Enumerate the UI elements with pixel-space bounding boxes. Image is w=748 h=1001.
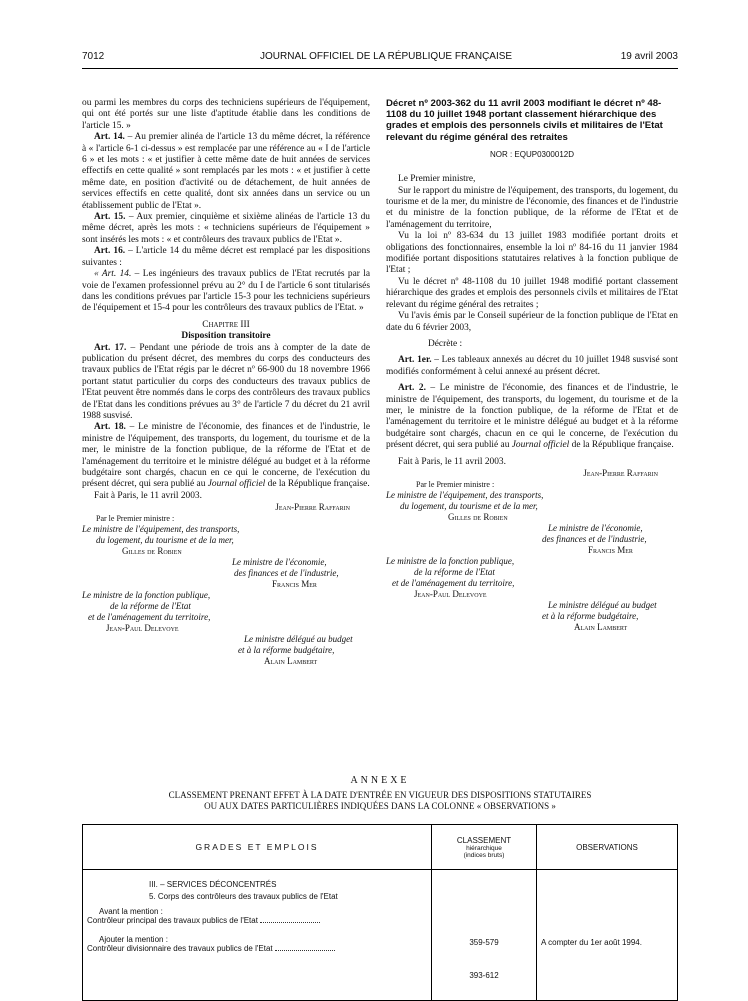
minister-name-delevoye: Jean-Paul Delevoye: [106, 623, 179, 634]
article-2: Art. 2. – Le ministre de l'économie, des finances et de l'industrie, le ministre de l'équipement, des transports, du logement, du tourisme et de la mer, le ministre de la fonction publique, de la réforme de l'Etat et de l'aménagement du territoire et le ministre délégué au budget et à la réforme budgétaire sont chargés, chacun en ce qui le concerne, de l'exécution du présent décret, qui sera publié au Journal officiel de la République française.: [386, 383, 678, 451]
issue-date: 19 avril 2003: [620, 51, 678, 62]
visa-avis: Vu l'avis émis par le Conseil supérieur de la fonction publique de l'Etat en date du 6 février 2003,: [386, 311, 678, 333]
chapter-heading: Chapitre III: [202, 319, 250, 330]
section-label: III. – SERVICES DÉCONCENTRÉS: [149, 880, 277, 889]
intro-paragraph: ou parmi les membres du corps des techniciens supérieurs de l'équipement, qui ont été portés sur une liste d'aptitude établie dans les conditions de l'article 15. »: [82, 98, 370, 131]
ajouter-mention: Ajouter la mention :: [99, 935, 168, 944]
minister-name-mer: Francis Mer: [272, 579, 317, 590]
decree-title: Décret nº 2003-362 du 11 avril 2003 modifiant le décret nº 48-1108 du 10 juillet 1948 portant classement hiérarchique des grades et emplois des personnels civils et militaires de l'Etat relevant du régime général des retraites: [386, 98, 663, 143]
row-controleur-principal: Contrôleur principal des travaux publics de l'Etat: [87, 916, 427, 925]
visa-report: Sur le rapport du ministre de l'équipement, des transports, du logement, du tourisme et de la mer, du ministre de l'économie, des finances et de l'industrie et du ministre de la fonction publique, de la réforme de l'Etat et de l'aménagement du territoire,: [386, 185, 678, 230]
minister-name-robien: Gilles de Robien: [122, 546, 182, 557]
annexe-subtitle-1: CLASSEMENT PRENANT EFFET À LA DATE D'ENTRÉE EN VIGUEUR DES DISPOSITIONS STATUTAIRES: [168, 790, 592, 800]
signing-place-date-right: Fait à Paris, le 11 avril 2003.: [398, 456, 506, 467]
col-observations: OBSERVATIONS: [537, 825, 678, 870]
prime-minister-name: Jean-Pierre Raffarin: [275, 502, 350, 513]
corps-label: 5. Corps des contrôleurs des travaux publics de l'Etat: [149, 892, 338, 901]
annexe-title: ANNEXE: [350, 775, 410, 786]
visa-loi: Vu la loi nº 83-634 du 13 juillet 1983 modifiée portant droits et obligations des fonctionnaires, ensemble la loi nº 84-16 du 11 janvier 1984 modifiée portant dispositions statutaires relatives à la fonction publique de l'Etat ;: [386, 231, 678, 276]
article-1: Art. 1er. – Les tableaux annexés au décret du 10 juillet 1948 susvisé sont modifiés conformément à celui annexé au présent décret.: [386, 355, 678, 377]
article-14: Art. 14. – Au premier alinéa de l'article 13 du même décret, la référence à « l'article 6-1 ci-dessus » est remplacée par une référence au « I de l'article 6 » et les mots : « et justifier à cette même date de huit années de services effectifs en cette qualité » sont remplacés par les mots : « et justifier à cette même date, en position d'activité ou de détachement, de huit années de services effectifs en cette qualité, dont six années dans un service ou un établissement public de l'Etat ».: [82, 132, 370, 211]
col-grades: GRADES ET EMPLOIS: [83, 825, 432, 870]
article-17: Art. 17. – Pendant une période de trois ans à compter de la date de publication du présent décret, des membres du corps des conducteurs des travaux publics de l'Etat régis par le décret nº 66-900 du 18 novembre 1966 portant statut particulier du corps des conducteurs des travaux publics de l'Etat peuvent être nommés dans le corps des contrôleurs des travaux publics de l'Etat dans les conditions prévues au 3° de l'article 7 du décret du 21 avril 1988 susvisé.: [82, 342, 370, 421]
article-16: Art. 16. – L'article 14 du même décret est remplacé par les dispositions suivantes :: [82, 246, 370, 268]
article-18: Art. 18. – Le ministre de l'économie, des finances et de l'industrie, le ministre de l'équipement, des transports, du logement, du tourisme et de la mer, le ministre de la fonction publique, de la réforme de l'Etat et de l'aménagement du territoire et le ministre délégué au budget et à la réforme budgétaire sont chargés, chacun en ce qui le concerne, de l'exécution du présent décret, qui sera publié au Journal officiel de la République française.: [82, 422, 370, 490]
table-row: [83, 870, 678, 1001]
visa-decret: Vu le décret nº 48-1108 du 10 juillet 1948 modifié portant classement hiérarchique des grades et emplois des personnels civils et militaires de l'Etat relevant du régime général des retraites ;: [386, 276, 678, 310]
signatures: Jean-Pierre Raffarin Par le Premier ministre : Le ministre de l'équipement, des transports, du logement, du tourisme et de la mer, Gilles de Robien Le ministre de l'économie, des finances et de l'industrie, Francis Mer Le ministre de la fonction publique, de la réforme de l'Etat et de l'aménagement du territoire, Jean-Paul Delevoye Le ministre délégué au budget et à la réforme budgétaire, Alain Lambert: [82, 502, 370, 667]
right-column: [386, 98, 678, 633]
minister-name-lambert: Alain Lambert: [264, 656, 318, 667]
article-15: Art. 15. – Aux premier, cinquième et sixième alinéas de l'article 13 du même décret, après les mots : « techniciens supérieurs de l'équipement » sont insérés les mots : « et contrôleurs des travaux publics de l'Etat ».: [82, 212, 370, 245]
by-prime-minister: Par le Premier ministre :: [96, 514, 175, 524]
quoted-article-14: « Art. 14. – Les ingénieurs des travaux publics de l'Etat recrutés par la voie de l'examen professionnel prévu au 2° du I de l'article 6 sont titularisés dans les conditions prévues par l'article 15-3 pour les techniciens supérieurs de l'équipement et 15-4 pour les contrôleurs des travaux publics de l'Etat. »: [82, 269, 371, 314]
signatures-right: Jean-Pierre Raffarin Par le Premier ministre : Le ministre de l'équipement, des transports, du logement, du tourisme et de la mer, Gilles de Robien Le ministre de l'économie, des finances et de l'industrie, Francis Mer Le ministre de la fonction publique, de la réforme de l'Etat et de l'aménagement du territoire, Jean-Paul Delevoye Le ministre délégué au budget et à la réforme budgétaire, Alain Lambert: [386, 467, 658, 632]
annexe-subtitle-2: OU AUX DATES PARTICULIÈRES INDIQUÉES DANS LA COLONNE « OBSERVATIONS »: [204, 801, 556, 811]
observation-principal: A compter du 1er août 1994.: [541, 938, 642, 947]
prime-minister-line: Le Premier ministre,: [398, 174, 476, 185]
table-header: [83, 825, 678, 870]
avant-mention: Avant la mention :: [99, 907, 163, 916]
left-column: [82, 98, 370, 667]
index-divisionnaire: 393-612: [469, 971, 499, 980]
index-principal: 359-579: [469, 938, 499, 947]
classification-table: [82, 824, 678, 1001]
page-header: [82, 48, 678, 69]
journal-title: JOURNAL OFFICIEL DE LA RÉPUBLIQUE FRANÇAISE: [260, 51, 513, 62]
row-controleur-divisionnaire: Contrôleur divisionnaire des travaux publics de l'Etat: [87, 944, 427, 953]
annexe-heading: [82, 775, 678, 812]
col-classement: CLASSEMENT hiérarchique (indices bruts): [432, 825, 537, 870]
chapter-subheading: Disposition transitoire: [181, 331, 271, 342]
nor-reference: NOR : EQUP0300012D: [489, 149, 575, 159]
decrete: Décrète :: [428, 338, 463, 349]
signing-place-date: Fait à Paris, le 11 avril 2003.: [94, 490, 202, 501]
page-number: 7012: [82, 51, 105, 62]
